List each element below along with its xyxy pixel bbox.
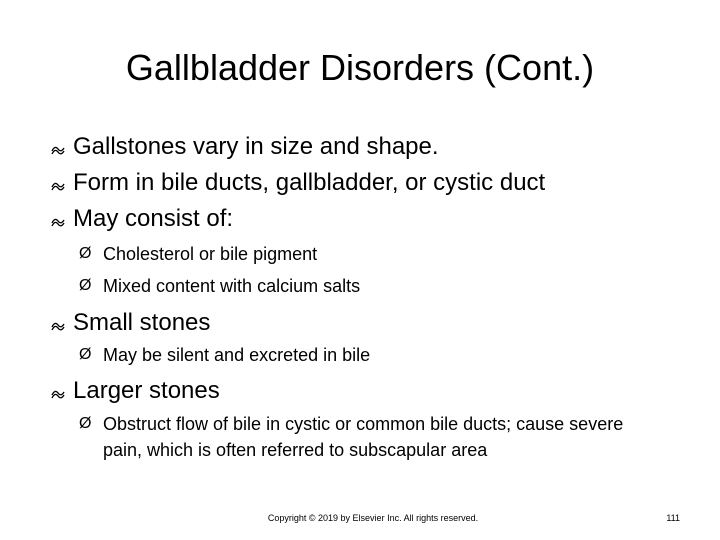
- wave-bullet-icon: [50, 132, 68, 162]
- bullet-composition: May consist of:: [73, 205, 234, 232]
- sub-bullet-obstruction: Obstruct flow of bile in cystic or common bile ducts; cause severe pain, which is often referred to subscapular area: [103, 414, 624, 460]
- bullet-formation-sites: Form in bile ducts, gallbladder, or cystic duct: [73, 169, 546, 196]
- slide-number: 111: [666, 513, 680, 523]
- wave-bullet-icon: [50, 376, 68, 406]
- bullet-larger-stones: Larger stones: [73, 377, 220, 404]
- arrow-bullet-icon: Ø: [79, 346, 92, 363]
- sub-bullet-cholesterol: Cholesterol or bile pigment: [103, 244, 318, 264]
- arrow-bullet-icon: Ø: [79, 277, 92, 294]
- wave-bullet-icon: [50, 168, 68, 198]
- sub-bullet-silent-stones: May be silent and excreted in bile: [103, 345, 371, 365]
- wave-bullet-icon: [50, 204, 68, 234]
- sub-bullet-mixed-content: Mixed content with calcium salts: [103, 276, 361, 296]
- bullet-small-stones: Small stones: [73, 309, 211, 336]
- arrow-bullet-icon: Ø: [79, 415, 92, 432]
- slide-title: Gallbladder Disorders (Cont.): [125, 47, 595, 88]
- arrow-bullet-icon: Ø: [79, 245, 92, 262]
- bullet-gallstones-size: Gallstones vary in size and shape.: [73, 133, 439, 160]
- footer-copyright: Copyright © 2019 by Elsevier Inc. All rights reserved.: [267, 513, 479, 523]
- wave-bullet-icon: [50, 308, 68, 338]
